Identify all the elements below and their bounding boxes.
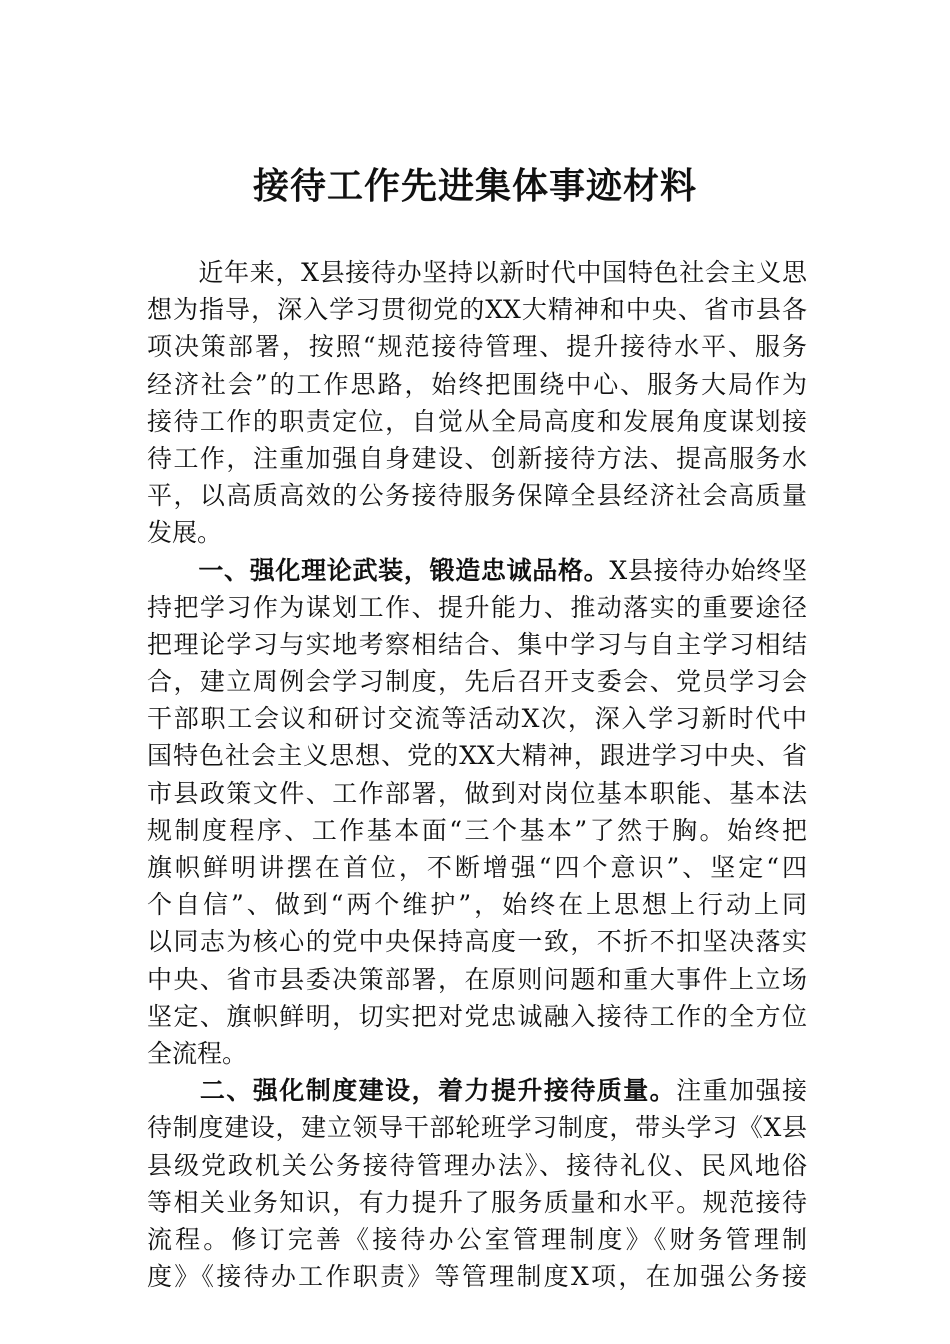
section-1-line: 把理论学习与实地考察相结合、集中学习与自主学习相结 xyxy=(147,629,807,659)
section-1-line: 干部职工会议和研讨交流等活动X次，深入学习新时代中 xyxy=(147,704,807,734)
intro-line: 想为指导，深入学习贯彻党的XX大精神和中央、省市县各 xyxy=(147,295,807,325)
section-2-heading: 二、强化制度建设，着力提升接待质量。 xyxy=(147,1076,677,1106)
section-1-line: 规制度程序、工作基本面“三个基本”了然于胸。始终把 xyxy=(147,815,807,845)
intro-line: 近年来，X县接待办坚持以新时代中国特色社会主义思 xyxy=(147,258,807,287)
section-2-line: 等相关业务知识，有力提升了服务质量和水平。规范接待 xyxy=(147,1187,807,1217)
document-body xyxy=(147,254,807,1295)
section-1-line: 坚定、旗帜鲜明，切实把对党忠诚融入接待工作的全方位 xyxy=(147,1001,807,1031)
section-1-line: 中央、省市县委决策部署，在原则问题和重大事件上立场 xyxy=(147,964,807,994)
section-1-line: 国特色社会主义思想、党的XX大精神，跟进学习中央、省 xyxy=(147,741,807,771)
intro-line: 经济社会”的工作思路，始终把围绕中心、服务大局作为 xyxy=(147,369,807,399)
section-2-first-line xyxy=(147,1072,807,1109)
intro-line: 接待工作的职责定位，自觉从全局高度和发展角度谋划接 xyxy=(147,406,807,436)
section-1-line: 以同志为核心的党中央保持高度一致，不折不扣坚决落实 xyxy=(147,927,807,957)
intro-line: 待工作，注重加强自身建设、创新接待方法、提高服务水 xyxy=(147,443,807,473)
section-2-line: 待制度建设，建立领导干部轮班学习制度，带头学习《X县 xyxy=(147,1113,807,1143)
section-1-line: 个自信”、做到“两个维护”，始终在上思想上行动上同 xyxy=(147,890,807,920)
section-1-line: 合，建立周例会学习制度，先后召开支委会、党员学习会 xyxy=(147,667,807,697)
section-1-line: 市县政策文件、工作部署，做到对岗位基本职能、基本法 xyxy=(147,778,807,808)
section-2-text: 注重加强接 xyxy=(676,1076,807,1106)
intro-line: 平，以高质高效的公务接待服务保障全县经济社会高质量 xyxy=(147,481,807,511)
section-1-line: 全流程。 xyxy=(147,1038,248,1068)
section-1-first-line xyxy=(147,552,807,589)
document-title: 接待工作先进集体事迹材料 xyxy=(252,165,697,207)
section-2-line: 度》《接待办工作职责》等管理制度X项，在加强公务接 xyxy=(147,1262,807,1292)
intro-line: 项决策部署，按照“规范接待管理、提升接待水平、服务 xyxy=(147,332,807,362)
section-1-heading: 一、强化理论武装，锻造忠诚品格。 xyxy=(147,555,610,585)
section-1-line: 持把学习作为谋划工作、提升能力、推动落实的重要途径 xyxy=(147,592,807,622)
section-2-line: 县级党政机关公务接待管理办法》、接待礼仪、民风地俗 xyxy=(147,1150,807,1180)
section-1-text: X县接待办始终坚 xyxy=(609,555,807,585)
intro-line: 发展。 xyxy=(147,518,223,548)
section-2-line: 流程。修订完善《接待办公室管理制度》《财务管理制 xyxy=(147,1224,807,1254)
section-1-line: 旗帜鲜明讲摆在首位，不断增强“四个意识”、坚定“四 xyxy=(147,853,807,882)
